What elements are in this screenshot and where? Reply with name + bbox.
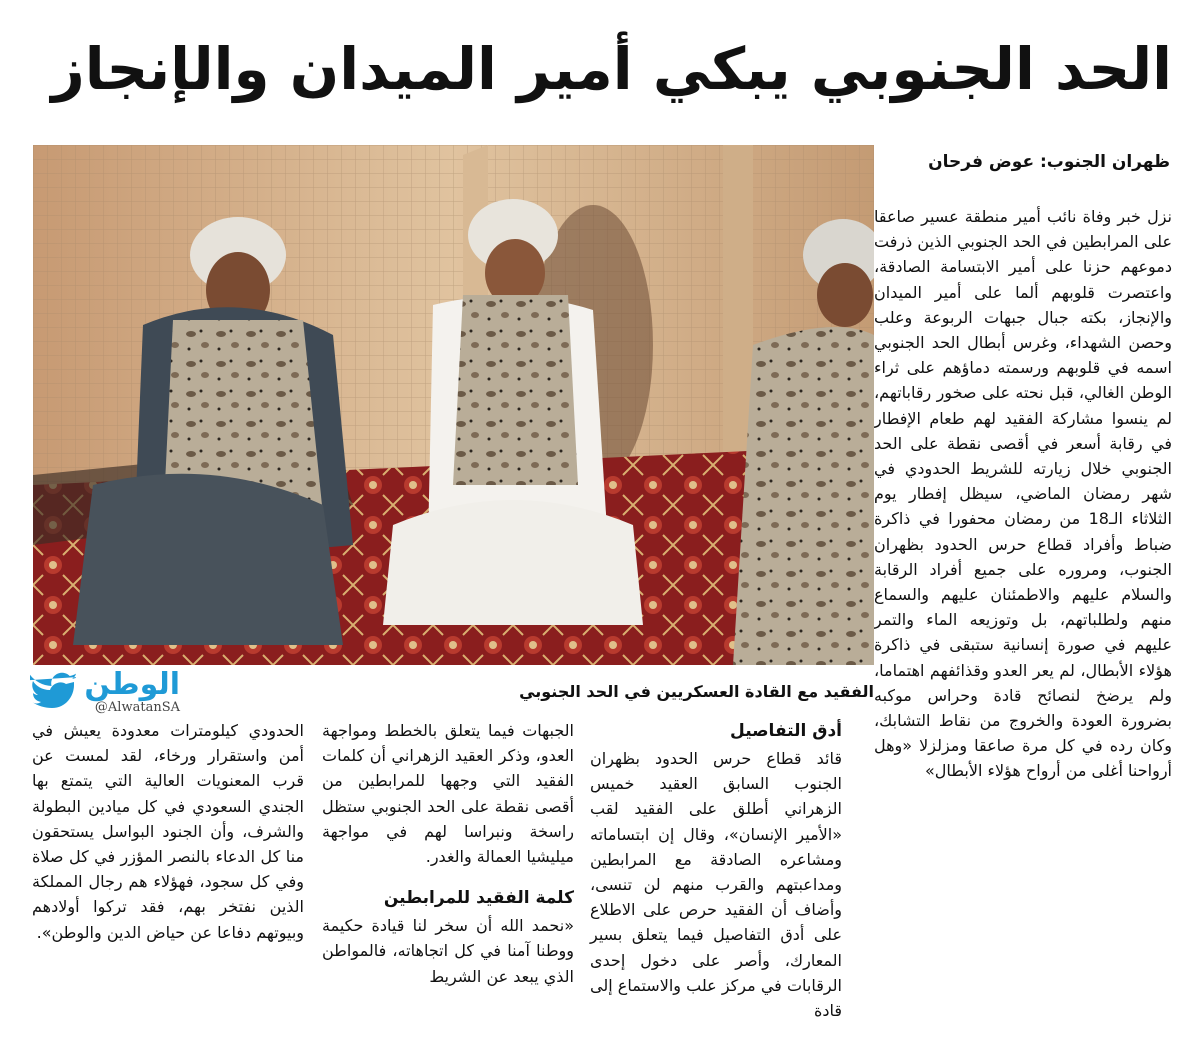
column-3-paragraph-1: الجبهات فيما يتعلق بالخطط ومواجهة العدو، وذكر العقيد الزهراني أن كلمات الفقيد التي وجهها للمرابطين من أقصى نقطة على الحد الجنوبي ستظل راسخة ونبراسا لهم في مواجهة ميليشيا العمالة والغدر.	[322, 721, 574, 867]
byline: ظهران الجنوب: عوض فرحان	[928, 152, 1170, 172]
column-2-paragraph: قائد قطاع حرس الحدود بظهران الجنوب السابق العقيد خميس الزهراني أطلق على الفقيد لقب «الأمير الإنسان»، وقال إن ابتساماته ومشاعره الصادقة مع المرابطين ومداعبتهم والقرب منهم لن تنسى، وأضاف أن الفقيد حرص على الاطلاع على أدق التفاصيل فيما يتعلق بسير المعارك، وأصر على دخول إحدى الرقابات في مركز علب والاستماع إلى قادة	[590, 749, 842, 1021]
headline: الحد الجنوبي يبكي أمير الميدان والإنجاز	[51, 35, 1172, 103]
twitter-bird-icon	[30, 672, 76, 714]
article-column-3	[322, 718, 574, 1036]
article-column-2	[590, 718, 842, 1036]
column-3-paragraph-2: «نحمد الله أن سخر لنا قيادة حكيمة ووطنا آمنا في كل اتجاهاته، فالمواطن الذي يبعد عن الشريط	[322, 916, 574, 986]
twitter-handle: @AlwatanSA	[94, 700, 180, 715]
article-column-1	[874, 204, 1172, 1030]
newspaper-logo	[30, 668, 182, 720]
photo-caption: الفقيد مع القادة العسكريين في الحد الجنوبي	[519, 682, 874, 701]
article-column-4	[32, 718, 304, 1036]
section-heading-details: أدق التفاصيل	[730, 721, 842, 741]
column-4-paragraph: الحدودي كيلومترات معدودة يعيش في أمن واستقرار ورخاء، لقد لمست عن قرب المعنويات العالية التي يتمتع بها الجندي السعودي في كل ميادين البطولة والشرف، وأن الجنود البواسل يستحقون منا كل الدعاء بالنصر المؤزر في كل صلاة وفي كل سجود، فهؤلاء هم رجال المملكة الذين نفتخر بهم، فقد تركوا أولادهم وبيوتهم دفاعا عن حياض الدين والوطن».	[32, 721, 304, 942]
column-1-paragraph: نزل خبر وفاة نائب أمير منطقة عسير صاعقا على المرابطين في الحد الجنوبي الذين ذرفت دموعهم حزنا على أمير الابتسامة الصادقة، واعتصرت قلوبهم ألما على أمير الميدان والإنجاز، بكته جبال جبهات الربوعة وعلب وحصن الشهداء، وغرس أبطال الحد الجنوبي اسمه في قلوبهم ورسمته دماؤهم على ثراء الوطن الغالي، قبل نحته على صخور رقاباتهم، لم ينسوا مشاركة الفقيد لهم طعام الإفطار في رقابة أسعر في أقصى نقطة على الحد الجنوبي خلال زيارته للشريط الحدودي في شهر رمضان الماضي، سيظل إفطار يوم الثلاثاء الـ18 من رمضان محفورا في ذاكرة ضباط وأفراد قطاع حرس الحدود بظهران الجنوب، ومروره على جميع أفراد الرقابة والسلام عليهم والاطمئنان عليهم والسماع منهم ولطلباتهم، بل وتوزيعه الماء والتمر عليهم في صورة إنسانية ستبقى في ذاكرة هؤلاء الأبطال، لم يعر العدو وقذائفهم اهتماما، ولم يرضخ لنصائح قادة وحراس موكبه بضرورة العودة والخروج من نقاط التشابك، وكان رده في كل مرة صاعقا ومزلزلا «وهل أرواحنا أغلى من أرواح هؤلاء الأبطال»	[874, 207, 1172, 781]
section-heading-word: كلمة الفقيد للمرابطين	[383, 888, 574, 909]
logo-wordmark: الوطن	[84, 667, 180, 702]
article-photo	[33, 145, 874, 665]
